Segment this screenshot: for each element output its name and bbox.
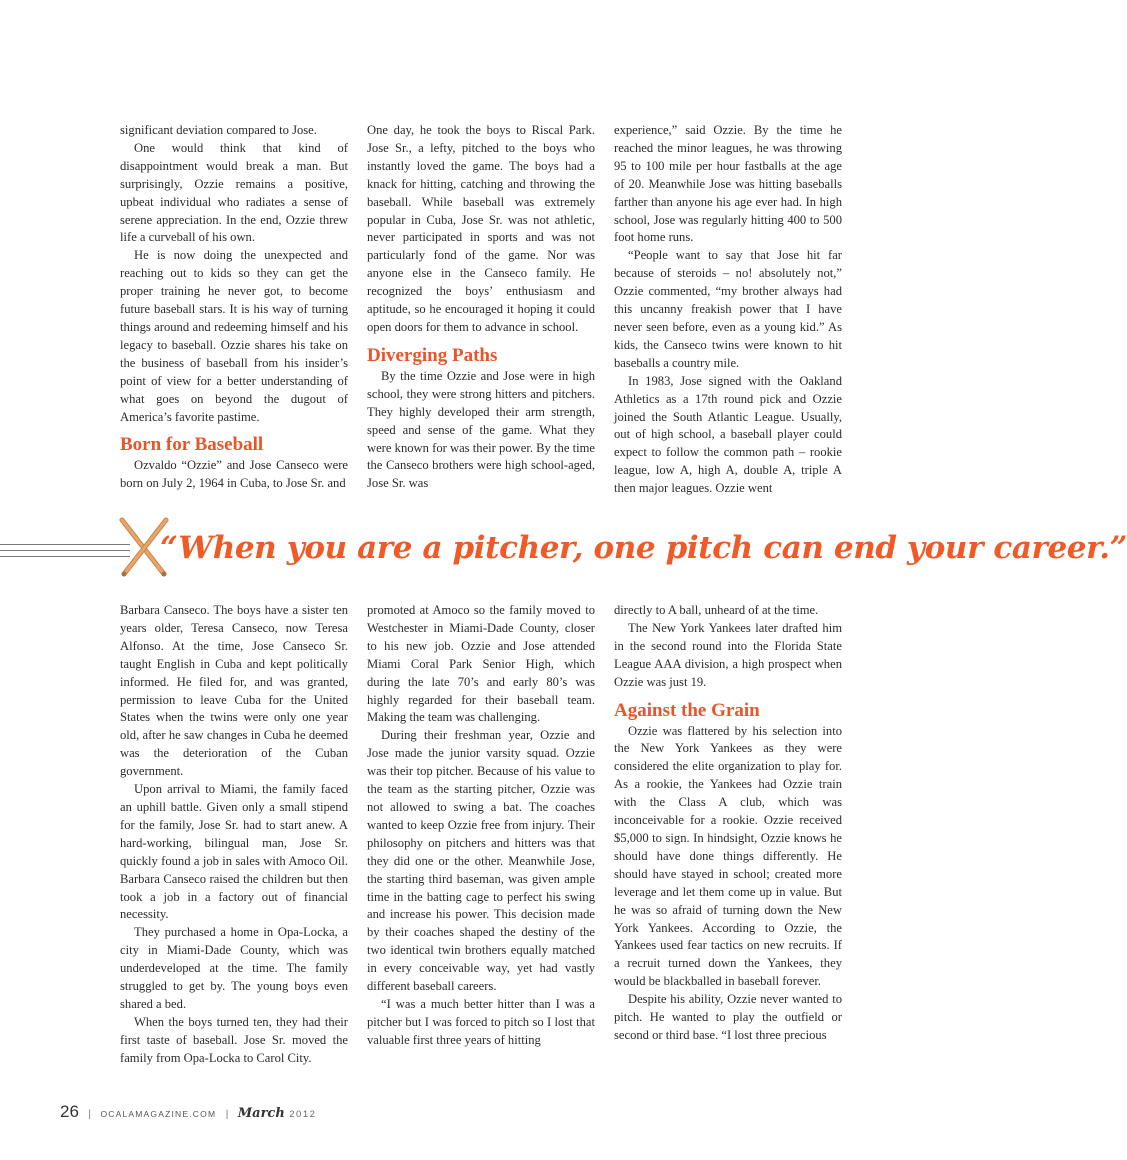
divider — [0, 556, 130, 557]
article-column-6 — [614, 602, 842, 1045]
paragraph: Ozzie was flattered by his selection into the New York Yankees as they were considered the elite organization to play for. As a rookie, the Yankees had Ozzie train with the Class A club, which was inconceivable for a rookie. Ozzie received $5,000 to sign. In hindsight, Ozzie knows he should have done things differently. He should have stayed in school; created more leverage and let them come up in value. But he was so afraid of turning down the New York Yankees. According to Ozzie, the Yankees used fear tactics on new recruits. If a recruit turned down the Yankees, they would be blackballed in baseball forever. — [614, 723, 842, 989]
paragraph: They purchased a home in Opa-Locka, a city in Miami-Dade County, which was underdeveloped at the time. The family struggled to get by. The young boys even shared a bed. — [120, 925, 348, 1011]
divider: | — [225, 1109, 229, 1120]
divider — [0, 550, 130, 551]
paragraph: By the time Ozzie and Jose were in high school, they were strong hitters and pitchers. They highly developed their arm strength, speed and sense of the game. What they were known for was their power. By the time the Canseco brothers were high school-aged, Jose Sr. was — [367, 368, 595, 491]
section-heading-against-the-grain: Against the Grain — [614, 699, 760, 721]
paragraph: The New York Yankees later drafted him in the second round into the Florida State League AAA division, a high prospect when Ozzie was just 19. — [614, 620, 842, 689]
issue-year: 2012 — [289, 1109, 317, 1120]
paragraph: “I was a much better hitter than I was a pitcher but I was forced to pitch so I lost that valuable first three years of hitting — [367, 996, 595, 1047]
divider — [0, 544, 130, 545]
issue-month: March — [237, 1106, 285, 1121]
paragraph: experience,” said Ozzie. By the time he reached the minor leagues, he was throwing 95 to 100 mile per hour fastballs at the age of 20. Meanwhile Jose was hitting baseballs farther than anyone his age ever had. In high school, Jose was regularly hitting 400 to 500 foot home runs. — [614, 123, 842, 245]
paragraph: He is now doing the unexpected and reaching out to kids so they can get the proper training he never got, to become future baseball stars. It is his way of turning things around and redeeming himself and his legacy to baseball. Ozzie shares his take on the business of baseball from his insider’s point of view for a better understanding of what goes on beyond the dugout of America’s favorite pastime. — [120, 248, 348, 424]
paragraph: Barbara Canseco. The boys have a sister ten years older, Teresa Canseco, now Teresa Alfonso. At the time, Jose Canseco Sr. taught English in Cuba and kept politically informed. He filed for, and was granted, permission to leave Cuba for the United States when the twins were only one year old, after he saw changes in Cuba he deemed was the deterioration of the Cuban government. — [120, 603, 348, 779]
pull-quote-band — [0, 510, 1127, 590]
article-column-2 — [367, 122, 595, 493]
pull-quote: “When you are a pitcher, one pitch can end your career.” — [160, 530, 1127, 566]
paragraph: When the boys turned ten, they had their first taste of baseball. Jose Sr. moved the family from Opa-Locka to Carol City. — [120, 1014, 348, 1065]
article-column-3 — [614, 122, 842, 498]
paragraph: In 1983, Jose signed with the Oakland Athletics as a 17th round pick and Ozzie joined the South Atlantic League. Usually, out of high school, a baseball player could expect to follow the common path – rookie league, low A, high A, double A, triple A then major leagues. Ozzie went — [614, 373, 842, 496]
paragraph: promoted at Amoco so the family moved to Westchester in Miami-Dade County, closer to his new job. Ozzie and Jose attended Miami Coral Park Senior High, which during the late 70’s and early 80’s was highly regarded for their baseball team. Making the team was challenging. — [367, 603, 595, 725]
section-heading-born-for-baseball: Born for Baseball — [120, 434, 264, 456]
paragraph: During their freshman year, Ozzie and Jose made the junior varsity squad. Ozzie was their top pitcher. Because of his value to the team as the starting pitcher, Ozzie was not allowed to swing a bat. The coaches wanted to keep Ozzie free from injury. Their philosophy on pitchers and hitters was that they did one or the other. Meanwhile Jose, the starting third baseman, was given ample time in the batting cage to perfect his swing and increase his power. This decision made by their coaches shaped the destiny of the two identical twin brothers equally matched in every conceivable way, yet had vastly different baseball careers. — [367, 728, 595, 994]
page-footer — [60, 1102, 316, 1122]
paragraph: “People want to say that Jose hit far because of steroids – no! absolutely not,” Ozzie commented, “my brother always had this uncanny freakish power that I have never seen before, even as a young kid.” As kids, the Canseco twins were known to hit baseballs a country mile. — [614, 248, 842, 370]
divider: | — [88, 1109, 91, 1120]
paragraph: One day, he took the boys to Riscal Park. Jose Sr., a lefty, pitched to the boys who instantly loved the game. The boys had a knack for hitting, catching and throwing the baseball. While baseball was extremely popular in Cuba, Jose Sr. was not athletic, never participated in sports and was not particularly fond of the game. Nor was anyone else in the Canseco family. He recognized the boys’ enthusiasm and aptitude, so he encouraged it hoping it could open doors for them to advance in school. — [367, 123, 595, 334]
section-heading-diverging-paths: Diverging Paths — [367, 344, 498, 366]
paragraph: One would think that kind of disappointment would break a man. But surprisingly, Ozzie remains a positive, upbeat individual who radiates a sense of serene appreciation. In the end, Ozzie threw life a curveball of his own. — [120, 140, 348, 245]
paragraph: significant deviation compared to Jose. — [120, 123, 317, 137]
paragraph: Ozvaldo “Ozzie” and Jose Canseco were born on July 2, 1964 in Cuba, to Jose Sr. and — [120, 458, 348, 491]
paragraph: directly to A ball, unheard of at the time. — [614, 603, 819, 617]
page-number: 26 — [60, 1102, 79, 1121]
article-column-1 — [120, 122, 348, 493]
paragraph: Despite his ability, Ozzie never wanted to pitch. He wanted to play the outfield or second or third base. “I lost three precious — [614, 992, 842, 1042]
article-column-5 — [367, 602, 595, 1050]
website: OCALAMAGAZINE.COM — [100, 1109, 217, 1119]
article-column-4 — [120, 602, 348, 1068]
paragraph: Upon arrival to Miami, the family faced an uphill battle. Given only a small stipend for the family, Jose Sr. had to start anew. A hard-working, bilingual man, Jose Sr. quickly found a job in sales with Amoco Oil. Barbara Canseco raised the children but then took a job in a factory out of financial necessity. — [120, 782, 348, 922]
